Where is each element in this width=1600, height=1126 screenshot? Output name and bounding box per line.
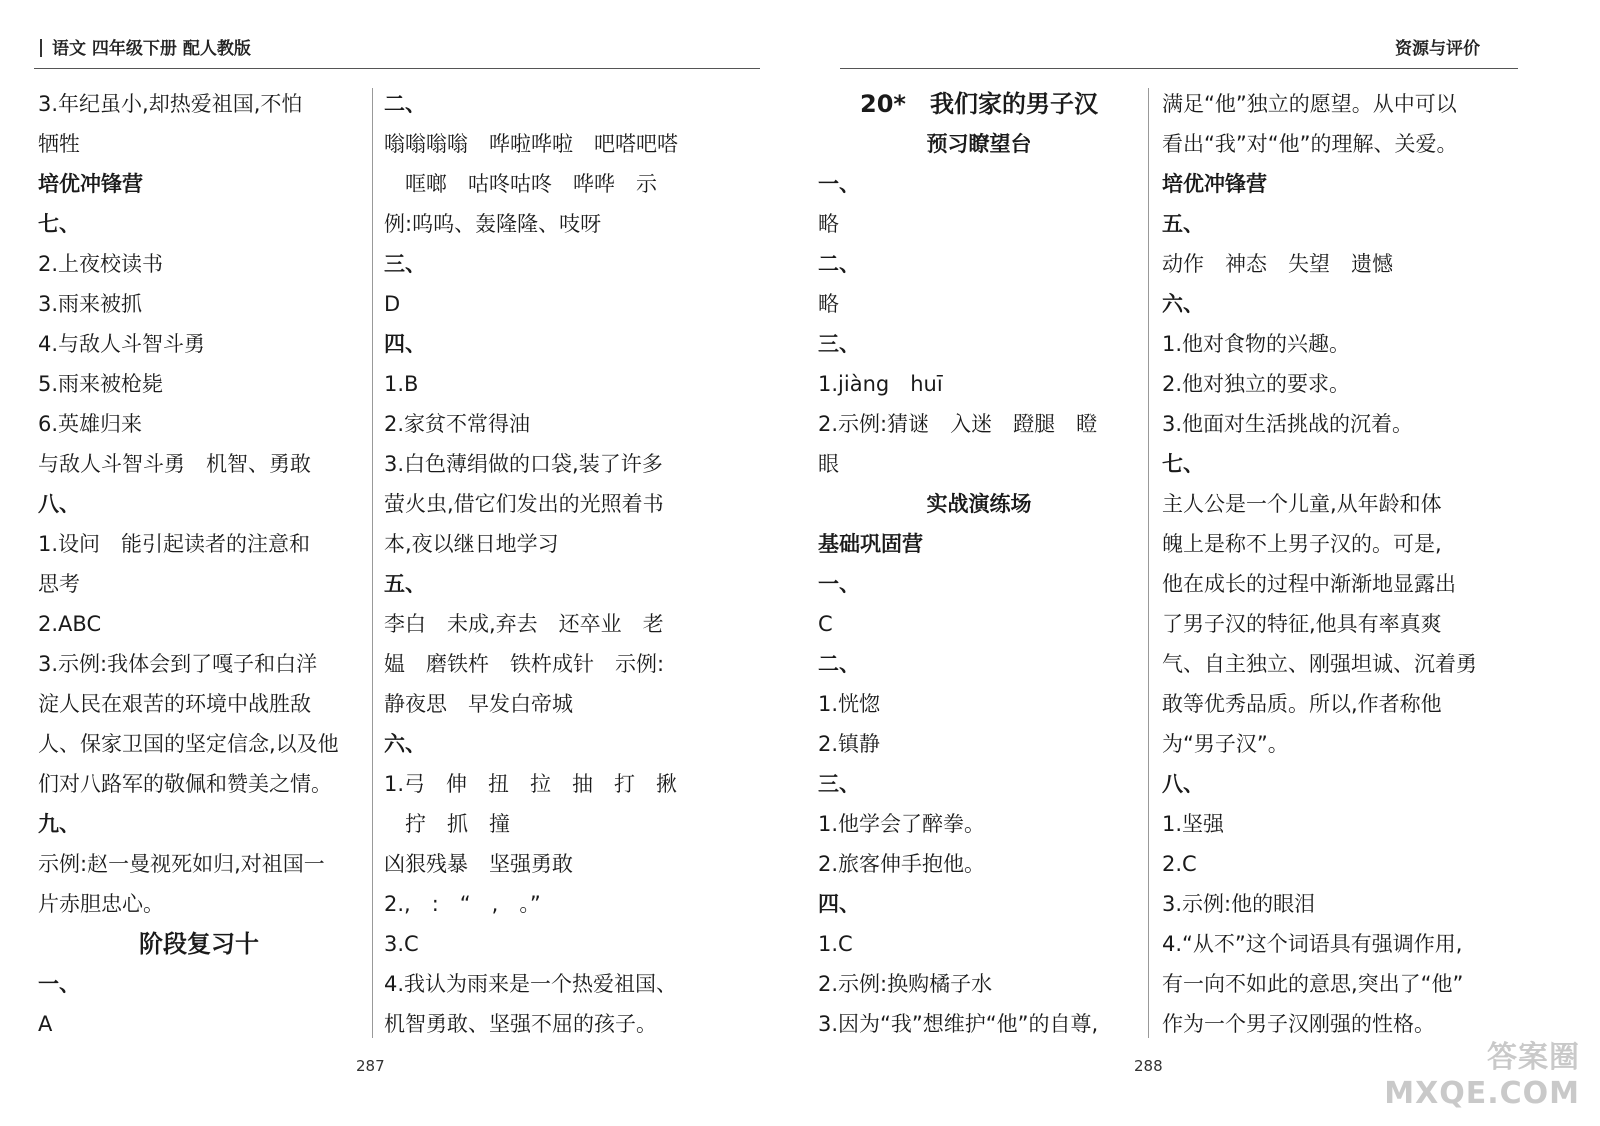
answer-line: 3.年纪虽小,却热爱祖国,不怕 [38, 92, 303, 116]
page-number-right: 288 [1134, 1057, 1163, 1075]
answer-line: 3.示例:我体会到了嘎子和白洋 [38, 652, 318, 676]
answer-line: 他在成长的过程中渐渐地显露出 [1162, 572, 1456, 596]
answer-line: 1.他对食物的兴趣。 [1162, 332, 1351, 356]
answer-line: 2.他对独立的要求。 [1162, 372, 1351, 396]
answer-line: 牺牲 [38, 132, 80, 156]
answer-line: 3.白色薄绢做的口袋,装了许多 [384, 452, 663, 476]
section-heading: 一、 [38, 972, 80, 996]
answer-line: 2.示例:猜谜 入迷 蹬腿 瞪 [818, 412, 1098, 436]
section-heading: 二、 [818, 652, 860, 676]
watermark-url: MXQE.COM [1384, 1076, 1580, 1111]
answer-line: 了男子汉的特征,他具有率真爽 [1162, 612, 1442, 636]
answer-line: 1.坚强 [1162, 812, 1225, 836]
answer-line: 示例:赵一曼视死如归,对祖国一 [38, 852, 325, 876]
answer-line: 3.他面对生活挑战的沉着。 [1162, 412, 1414, 436]
answer-line: 满足“他”独立的愿望。从中可以 [1162, 92, 1457, 116]
answer-line: 眼 [818, 452, 839, 476]
answer-line: 淀人民在艰苦的环境中战胜敌 [38, 692, 311, 716]
section-heading: 五、 [1162, 212, 1204, 236]
answer-line: 3.示例:他的眼泪 [1162, 892, 1316, 916]
answer-line: 嗡嗡嗡嗡 哗啦哗啦 吧嗒吧嗒 [384, 132, 678, 156]
answer-line: 2.C [1162, 852, 1197, 876]
answer-line: 略 [818, 292, 839, 316]
answer-line: 主人公是一个儿童,从年龄和体 [1162, 492, 1442, 516]
answer-line: 6.英雄归来 [38, 412, 143, 436]
answer-line: 1.jiàng huī [818, 372, 943, 396]
answer-line: 1.设问 能引起读者的注意和 [38, 532, 311, 556]
answer-line: 有一向不如此的意思,突出了“他” [1162, 972, 1464, 996]
section-heading: 五、 [384, 572, 426, 596]
header-rule-right [840, 68, 1518, 69]
answer-line: 哐啷 咕咚咕咚 哗哗 示 [384, 172, 657, 196]
section-heading: 一、 [818, 172, 860, 196]
answer-line: 片赤胆忠心。 [38, 892, 164, 916]
watermark-text: 答案圈 [1487, 1040, 1580, 1075]
answer-line: 1.B [384, 372, 419, 396]
section-heading: 九、 [38, 812, 80, 836]
section-heading: 预习瞭望台 [926, 132, 1032, 156]
answer-line: 1.恍惚 [818, 692, 881, 716]
answer-line: C [818, 612, 833, 636]
answer-line: 为“男子汉”。 [1162, 732, 1289, 756]
answer-line: A [38, 1012, 53, 1036]
section-heading: 培优冲锋营 [1162, 172, 1267, 196]
watermark [1384, 1040, 1580, 1112]
section-heading: 七、 [38, 212, 80, 236]
section-heading: 实战演练场 [926, 492, 1032, 516]
answer-column-3 [818, 84, 1140, 1044]
answer-line: 2.家贫不常得油 [384, 412, 531, 436]
header-rule-left [34, 68, 760, 69]
answer-line: 敢等优秀品质。所以,作者称他 [1162, 692, 1442, 716]
answer-line: 媪 磨铁杵 铁杵成针 示例: [384, 652, 665, 676]
answer-line: 4.“从不”这个词语具有强调作用, [1162, 932, 1463, 956]
answer-line: 人、保家卫国的坚定信念,以及他 [38, 732, 339, 756]
answer-line: 1.弓 伸 扭 拉 抽 打 揪 [384, 772, 678, 796]
answer-line: 3.因为“我”想维护“他”的自尊, [818, 1012, 1099, 1036]
answer-line: 气、自主独立、刚强坦诚、沉着勇 [1162, 652, 1477, 676]
answer-line: 2.镇静 [818, 732, 881, 756]
answer-line: 李白 未成,弃去 还卒业 老 [384, 612, 664, 636]
section-title: 阶段复习十 [139, 930, 259, 958]
answer-line: 机智勇敢、坚强不屈的孩子。 [384, 1012, 657, 1036]
answer-line: 思考 [38, 572, 80, 596]
section-heading: 基础巩固营 [818, 532, 923, 556]
answer-column-4 [1162, 84, 1486, 1044]
answer-line: 静夜思 早发白帝城 [384, 692, 573, 716]
answer-line: 4.我认为雨来是一个热爱祖国、 [384, 972, 678, 996]
answer-line: 5.雨来被枪毙 [38, 372, 164, 396]
answer-line: 动作 神态 失望 遗憾 [1162, 252, 1393, 276]
answer-column-2 [384, 84, 706, 1044]
answer-line: 3.雨来被抓 [38, 292, 143, 316]
answer-line: D [384, 292, 401, 316]
answer-line: 魄上是称不上男子汉的。可是, [1162, 532, 1442, 556]
answer-line: 看出“我”对“他”的理解、关爱。 [1162, 132, 1458, 156]
section-heading: 七、 [1162, 452, 1204, 476]
section-heading: 四、 [818, 892, 860, 916]
answer-line: 略 [818, 212, 839, 236]
section-heading: 八、 [1162, 772, 1204, 796]
answer-line: 们对八路军的敬佩和赞美之情。 [38, 772, 332, 796]
answer-line: 拧 抓 撞 [384, 812, 510, 836]
answer-line: 2.上夜校读书 [38, 252, 164, 276]
section-heading: 八、 [38, 492, 80, 516]
answer-line: 3.C [384, 932, 419, 956]
answer-line: 2.ABC [38, 612, 102, 636]
answer-line: 作为一个男子汉刚强的性格。 [1162, 1012, 1435, 1036]
column-divider-1 [372, 88, 373, 1038]
answer-line: 2.示例:换购橘子水 [818, 972, 993, 996]
page-number-left: 287 [356, 1057, 385, 1075]
answer-line: 4.与敌人斗智斗勇 [38, 332, 206, 356]
section-heading: 三、 [384, 252, 426, 276]
answer-column-1 [38, 84, 360, 1044]
answer-line: 例:呜呜、轰隆隆、吱呀 [384, 212, 602, 236]
answer-line: 与敌人斗智斗勇 机智、勇敢 [38, 452, 311, 476]
section-heading: 一、 [818, 572, 860, 596]
section-heading: 六、 [384, 732, 426, 756]
series-header: 资源与评价 [1395, 39, 1480, 59]
section-heading: 培优冲锋营 [38, 172, 143, 196]
section-heading: 三、 [818, 772, 860, 796]
answer-line: 凶狠残暴 坚强勇敢 [384, 852, 573, 876]
section-heading: 六、 [1162, 292, 1204, 316]
answer-line: 2.旅客伸手抱他。 [818, 852, 986, 876]
answer-line: 2., : “ , 。” [384, 892, 541, 916]
answer-line: 1.他学会了醉拳。 [818, 812, 986, 836]
section-heading: 四、 [384, 332, 426, 356]
book-header [40, 34, 251, 59]
section-heading: 二、 [818, 252, 860, 276]
book-title: 语文 四年级下册 配人教版 [52, 39, 251, 59]
section-heading: 三、 [818, 332, 860, 356]
section-heading: 二、 [384, 92, 426, 116]
column-divider-2 [1148, 88, 1149, 1038]
answer-line: 萤火虫,借它们发出的光照着书 [384, 492, 664, 516]
answer-line: 1.C [818, 932, 853, 956]
section-title: 20* 我们家的男子汉 [860, 90, 1098, 118]
answer-line: 本,夜以继日地学习 [384, 532, 559, 556]
header-bar [40, 39, 42, 57]
